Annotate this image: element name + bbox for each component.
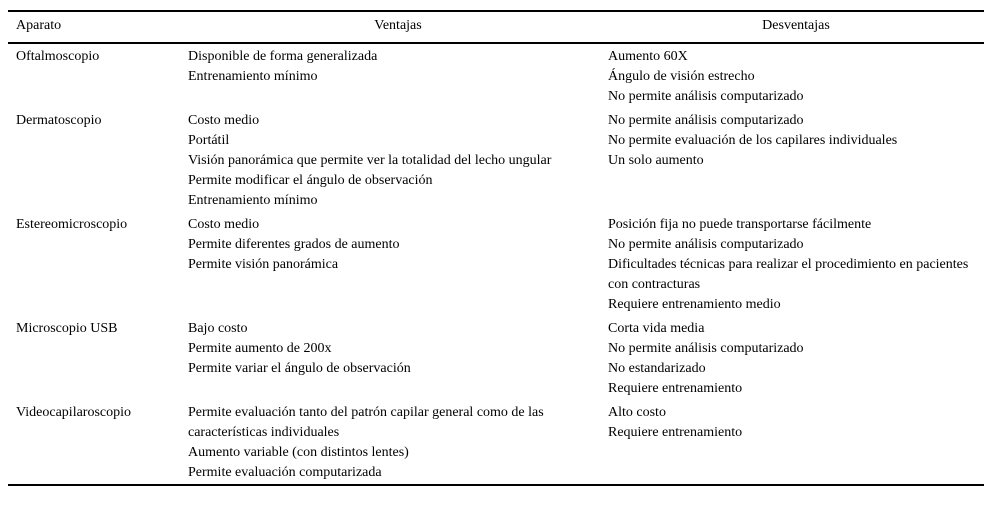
ventajas-item: Costo medio [188, 113, 260, 128]
desventajas-item: Un solo aumento [608, 153, 704, 168]
desventajas-item: Alto costo [608, 405, 666, 420]
device-name-cell: Dermatoscopio [16, 113, 102, 128]
ventajas-item: Entrenamiento mínimo [188, 193, 318, 208]
ventajas-item: Costo medio [188, 217, 260, 232]
desventajas-item: No estandarizado [608, 361, 706, 376]
ventajas-item: Permite diferentes grados de aumento [188, 237, 400, 252]
table-row [8, 316, 984, 400]
ventajas-cell [188, 400, 608, 485]
desventajas-item: Dificultades técnicas para realizar el procedimiento en pacientes con contracturas [608, 257, 969, 292]
device-name-cell: Estereomicroscopio [16, 217, 128, 232]
desventajas-item: Corta vida media [608, 321, 705, 336]
desventajas-item: No permite análisis computarizado [608, 237, 804, 252]
desventajas-item: Requiere entrenamiento [608, 425, 743, 440]
ventajas-cell [188, 43, 608, 108]
ventajas-item: Disponible de forma generalizada [188, 49, 378, 64]
ventajas-item: Permite modificar el ángulo de observación [188, 173, 433, 188]
desventajas-item: Requiere entrenamiento medio [608, 297, 781, 312]
table-body [8, 43, 984, 485]
ventajas-item: Portátil [188, 133, 230, 148]
desventajas-item: Posición fija no puede transportarse fácilmente [608, 217, 872, 232]
desventajas-item: Requiere entrenamiento [608, 381, 743, 396]
desventajas-item: No permite análisis computarizado [608, 89, 804, 104]
device-name-cell: Oftalmoscopio [16, 49, 100, 64]
ventajas-item: Permite aumento de 200x [188, 341, 332, 356]
ventajas-item: Permite visión panorámica [188, 257, 339, 272]
ventajas-item: Permite variar el ángulo de observación [188, 361, 411, 376]
desventajas-cell [608, 108, 984, 212]
comparison-table [8, 10, 984, 486]
desventajas-item: Ángulo de visión estrecho [608, 69, 755, 84]
header-ventajas: Ventajas [374, 18, 422, 33]
ventajas-item: Permite evaluación tanto del patrón capilar general como de las características individuales [188, 405, 544, 440]
header-aparato: Aparato [16, 18, 62, 33]
table-row [8, 43, 984, 108]
ventajas-cell [188, 316, 608, 400]
ventajas-item: Bajo costo [188, 321, 248, 336]
table-header-row [8, 11, 984, 43]
desventajas-cell [608, 43, 984, 108]
table-figure [8, 10, 984, 486]
table-row [8, 212, 984, 316]
desventajas-item: No permite evaluación de los capilares individuales [608, 133, 898, 148]
ventajas-cell [188, 212, 608, 316]
desventajas-cell [608, 316, 984, 400]
header-desventajas: Desventajas [762, 18, 830, 33]
ventajas-item: Visión panorámica que permite ver la totalidad del lecho ungular [188, 153, 552, 168]
ventajas-cell [188, 108, 608, 212]
desventajas-cell [608, 400, 984, 485]
table-row [8, 400, 984, 485]
device-name-cell: Microscopio USB [16, 321, 118, 336]
desventajas-item: No permite análisis computarizado [608, 113, 804, 128]
ventajas-item: Entrenamiento mínimo [188, 69, 318, 84]
desventajas-cell [608, 212, 984, 316]
ventajas-item: Permite evaluación computarizada [188, 465, 382, 480]
desventajas-item: Aumento 60X [608, 49, 688, 64]
ventajas-item: Aumento variable (con distintos lentes) [188, 445, 409, 460]
desventajas-item: No permite análisis computarizado [608, 341, 804, 356]
device-name-cell: Videocapilaroscopio [16, 405, 132, 420]
table-row [8, 108, 984, 212]
